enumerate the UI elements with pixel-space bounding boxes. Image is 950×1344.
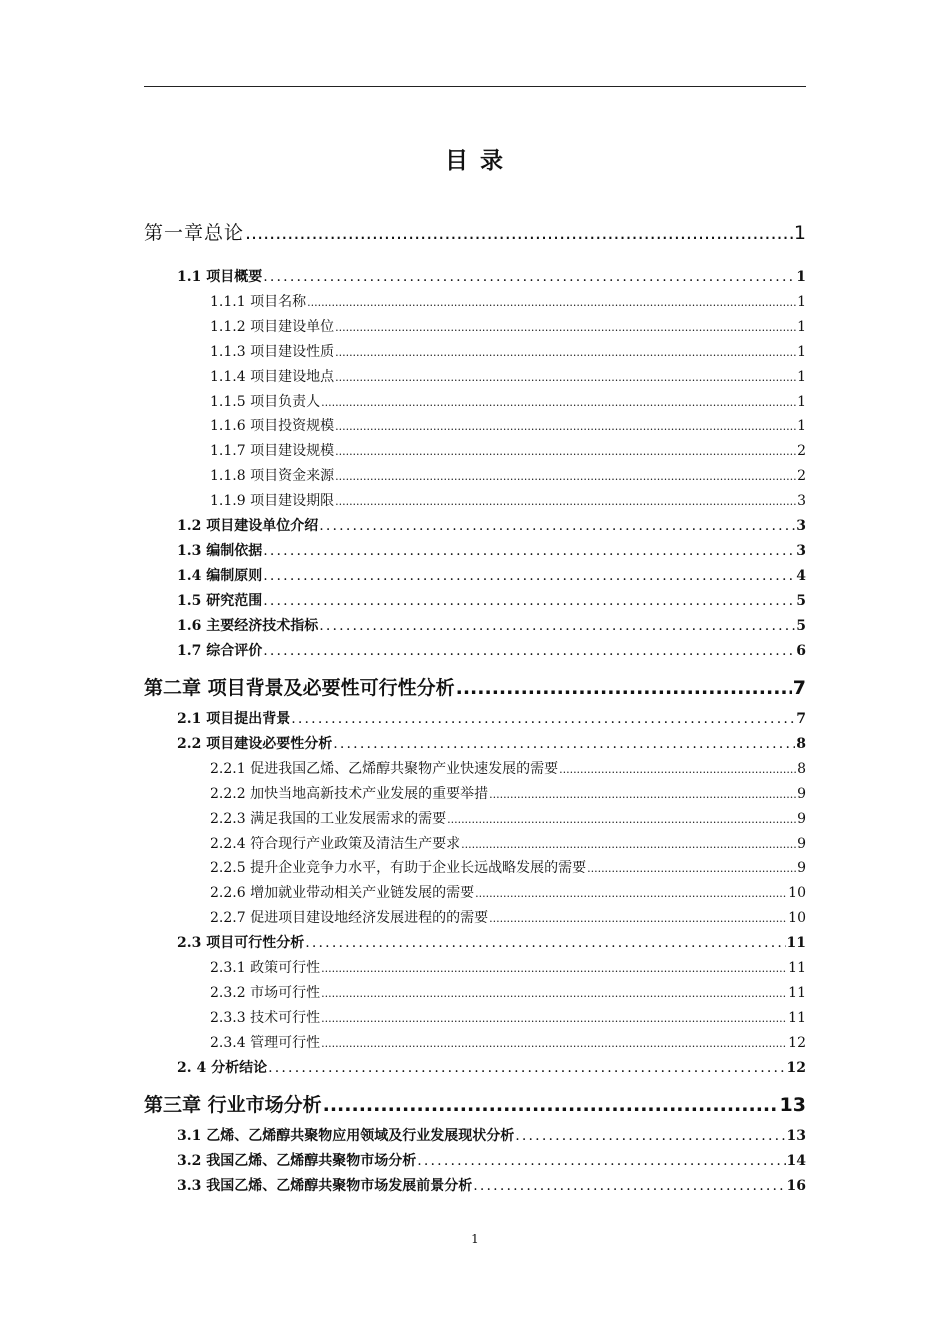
toc-page: 1 xyxy=(797,369,806,385)
toc-label: 3.2 我国乙烯、乙烯醇共聚物市场分析 xyxy=(177,1153,417,1169)
toc-leader xyxy=(263,269,795,285)
toc-chapter-3[interactable] xyxy=(144,1090,806,1117)
toc-label: 2.2 项目建设必要性分析 xyxy=(177,736,333,752)
toc-leader xyxy=(291,711,795,727)
toc-label: 1.1.1 项目名称 xyxy=(210,294,307,310)
toc-leader xyxy=(489,788,796,801)
toc-leader xyxy=(321,962,787,975)
toc-page: 4 xyxy=(796,568,806,584)
toc-leader xyxy=(335,321,796,334)
toc-leader xyxy=(263,643,795,659)
toc-subsection-2-2-7[interactable] xyxy=(210,907,806,927)
toc-leader xyxy=(515,1128,785,1144)
toc-title: 目 录 xyxy=(444,148,505,174)
toc-chapter-2[interactable] xyxy=(144,673,806,700)
toc-subsection-1-1-4[interactable] xyxy=(210,366,806,386)
toc-label: 第三章 行业市场分析 xyxy=(144,1094,322,1116)
toc-leader xyxy=(559,763,796,776)
toc-section-3-3[interactable] xyxy=(177,1175,806,1195)
toc-page: 1 xyxy=(797,394,806,410)
header-rule xyxy=(144,86,806,87)
toc-leader xyxy=(323,1094,779,1116)
toc-subsection-1-1-8[interactable] xyxy=(210,465,806,485)
toc-leader xyxy=(321,1037,787,1050)
toc-label: 1.1.3 项目建设性质 xyxy=(210,344,335,360)
toc-subsection-1-1-1[interactable] xyxy=(210,291,806,311)
toc-leader xyxy=(263,543,795,559)
toc-subsection-2-2-3[interactable] xyxy=(210,808,806,828)
toc-page: 11 xyxy=(786,935,806,951)
toc-leader xyxy=(263,593,795,609)
toc-label: 1.1.7 项目建设规模 xyxy=(210,443,335,459)
toc-label: 2.2.6 增加就业带动相关产业链发展的需要 xyxy=(210,885,475,901)
toc-label: 1.1.8 项目资金来源 xyxy=(210,468,335,484)
toc-label: 3.1 乙烯、乙烯醇共聚物应用领域及行业发展现状分析 xyxy=(177,1128,515,1144)
toc-page: 8 xyxy=(797,761,806,777)
toc-label: 2.3.3 技术可行性 xyxy=(210,1010,321,1026)
toc-page: 12 xyxy=(786,1060,806,1076)
toc-label: 1.1.5 项目负责人 xyxy=(210,394,321,410)
toc-page: 1 xyxy=(796,269,806,285)
toc-leader xyxy=(335,371,796,384)
toc-page: 14 xyxy=(786,1153,806,1169)
toc-label: 1.1.6 项目投资规模 xyxy=(210,418,335,434)
toc-label: 1.6 主要经济技术指标 xyxy=(177,618,319,634)
toc-page: 10 xyxy=(788,885,806,901)
toc-label: 1.1.9 项目建设期限 xyxy=(210,493,335,509)
toc-leader xyxy=(335,470,796,483)
toc-subsection-1-1-5[interactable] xyxy=(210,391,806,411)
toc-section-1-2[interactable] xyxy=(177,515,806,535)
toc-page: 1 xyxy=(793,222,806,244)
toc-leader xyxy=(321,987,787,1000)
toc-leader xyxy=(456,677,792,699)
toc-subsection-2-3-2[interactable] xyxy=(210,982,806,1002)
toc-page: 12 xyxy=(788,1035,806,1051)
toc-page: 11 xyxy=(788,960,806,976)
toc-leader xyxy=(245,222,793,244)
toc-leader xyxy=(335,346,796,359)
toc-label: 2.3.1 政策可行性 xyxy=(210,960,321,976)
toc-section-1-1[interactable] xyxy=(177,266,806,286)
toc-leader xyxy=(333,736,795,752)
page-number: 1 xyxy=(471,1232,479,1246)
toc-page: 7 xyxy=(792,677,806,699)
toc-section-2-1[interactable] xyxy=(177,708,806,728)
toc-page: 7 xyxy=(796,711,806,727)
toc-section-2-2[interactable] xyxy=(177,733,806,753)
toc-section-1-6[interactable] xyxy=(177,615,806,635)
toc-label: 2.2.3 满足我国的工业发展需求的需要 xyxy=(210,811,447,827)
toc-chapter-1[interactable] xyxy=(144,218,806,245)
toc-label: 2.2.1 促进我国乙烯、乙烯醇共聚物产业快速发展的需要 xyxy=(210,761,559,777)
toc-label: 第二章 项目背景及必要性可行性分析 xyxy=(144,677,455,699)
toc-leader xyxy=(321,1012,787,1025)
toc-section-2-4[interactable] xyxy=(177,1057,806,1077)
toc-subsection-2-2-4[interactable] xyxy=(210,833,806,853)
toc-page: 13 xyxy=(779,1094,806,1116)
toc-subsection-2-3-3[interactable] xyxy=(210,1007,806,1027)
toc-label: 2. 4 分析结论 xyxy=(177,1060,268,1076)
toc-leader xyxy=(461,838,796,851)
toc-label: 1.1.2 项目建设单位 xyxy=(210,319,335,335)
toc-page: 11 xyxy=(788,1010,806,1026)
toc-page: 9 xyxy=(797,786,806,802)
toc-label: 1.1 项目概要 xyxy=(177,269,263,285)
toc-page: 8 xyxy=(796,736,806,752)
toc-leader xyxy=(587,862,796,875)
toc-page: 10 xyxy=(788,910,806,926)
toc-subsection-1-1-7[interactable] xyxy=(210,440,806,460)
toc-page: 6 xyxy=(796,643,806,659)
toc-label: 第一章总论 xyxy=(144,222,245,244)
toc-section-1-3[interactable] xyxy=(177,540,806,560)
toc-subsection-2-3-4[interactable] xyxy=(210,1032,806,1052)
toc-page: 13 xyxy=(786,1128,806,1144)
toc-page: 9 xyxy=(797,860,806,876)
toc-leader xyxy=(417,1153,785,1169)
toc-page: 3 xyxy=(796,518,806,534)
toc-subsection-2-2-6[interactable] xyxy=(210,882,806,902)
toc-label: 1.4 编制原则 xyxy=(177,568,263,584)
toc-page: 11 xyxy=(788,985,806,1001)
toc-leader xyxy=(268,1060,785,1076)
toc-page: 2 xyxy=(797,443,806,459)
toc-subsection-1-1-2[interactable] xyxy=(210,316,806,336)
toc-section-1-4[interactable] xyxy=(177,565,806,585)
toc-label: 2.2.5 提升企业竞争力水平，有助于企业长远战略发展的需要 xyxy=(210,860,587,876)
toc-page: 2 xyxy=(797,468,806,484)
toc-leader xyxy=(319,618,795,634)
toc-label: 2.2.4 符合现行产业政策及清洁生产要求 xyxy=(210,836,461,852)
toc-label: 3.3 我国乙烯、乙烯醇共聚物市场发展前景分析 xyxy=(177,1178,473,1194)
toc-page: 9 xyxy=(797,836,806,852)
toc-section-2-3[interactable] xyxy=(177,932,806,952)
toc-leader xyxy=(307,296,796,309)
toc-label: 2.3.2 市场可行性 xyxy=(210,985,321,1001)
toc-page: 9 xyxy=(797,811,806,827)
toc-section-1-5[interactable] xyxy=(177,590,806,610)
toc-label: 1.2 项目建设单位介绍 xyxy=(177,518,319,534)
toc-page: 1 xyxy=(797,319,806,335)
toc-leader xyxy=(335,495,796,508)
toc-page: 1 xyxy=(797,344,806,360)
toc-subsection-1-1-9[interactable] xyxy=(210,490,806,510)
toc-leader xyxy=(447,813,796,826)
toc-label: 1.7 综合评价 xyxy=(177,643,263,659)
toc-label: 2.2.7 促进项目建设地经济发展进程的的需要 xyxy=(210,910,489,926)
toc-section-3-1[interactable] xyxy=(177,1125,806,1145)
toc-leader xyxy=(321,396,796,409)
toc-label: 2.1 项目提出背景 xyxy=(177,711,291,727)
toc-leader xyxy=(263,568,795,584)
toc-section-3-2[interactable] xyxy=(177,1150,806,1170)
toc-subsection-1-1-3[interactable] xyxy=(210,341,806,361)
toc-page: 1 xyxy=(797,294,806,310)
toc-leader xyxy=(475,887,787,900)
toc-label: 1.5 研究范围 xyxy=(177,593,263,609)
toc-subsection-2-2-5[interactable] xyxy=(210,857,806,877)
toc-page: 16 xyxy=(786,1178,806,1194)
toc-page: 3 xyxy=(796,543,806,559)
toc-label: 2.3 项目可行性分析 xyxy=(177,935,305,951)
toc-leader xyxy=(489,912,787,925)
toc-subsection-2-3-1[interactable] xyxy=(210,957,806,977)
toc-subsection-1-1-6[interactable] xyxy=(210,415,806,435)
toc-section-1-7[interactable] xyxy=(177,640,806,660)
toc-subsection-2-2-1[interactable] xyxy=(210,758,806,778)
toc-subsection-2-2-2[interactable] xyxy=(210,783,806,803)
toc-page: 5 xyxy=(796,618,806,634)
toc-leader xyxy=(335,445,796,458)
toc-leader xyxy=(305,935,785,951)
toc-leader xyxy=(319,518,795,534)
toc-page: 3 xyxy=(797,493,806,509)
toc-label: 2.3.4 管理可行性 xyxy=(210,1035,321,1051)
toc-label: 1.3 编制依据 xyxy=(177,543,263,559)
toc-label: 1.1.4 项目建设地点 xyxy=(210,369,335,385)
toc-page: 5 xyxy=(796,593,806,609)
toc-leader xyxy=(335,420,796,433)
toc-leader xyxy=(473,1178,785,1194)
toc-page: 1 xyxy=(797,418,806,434)
toc-label: 2.2.2 加快当地高新技术产业发展的重要举措 xyxy=(210,786,489,802)
